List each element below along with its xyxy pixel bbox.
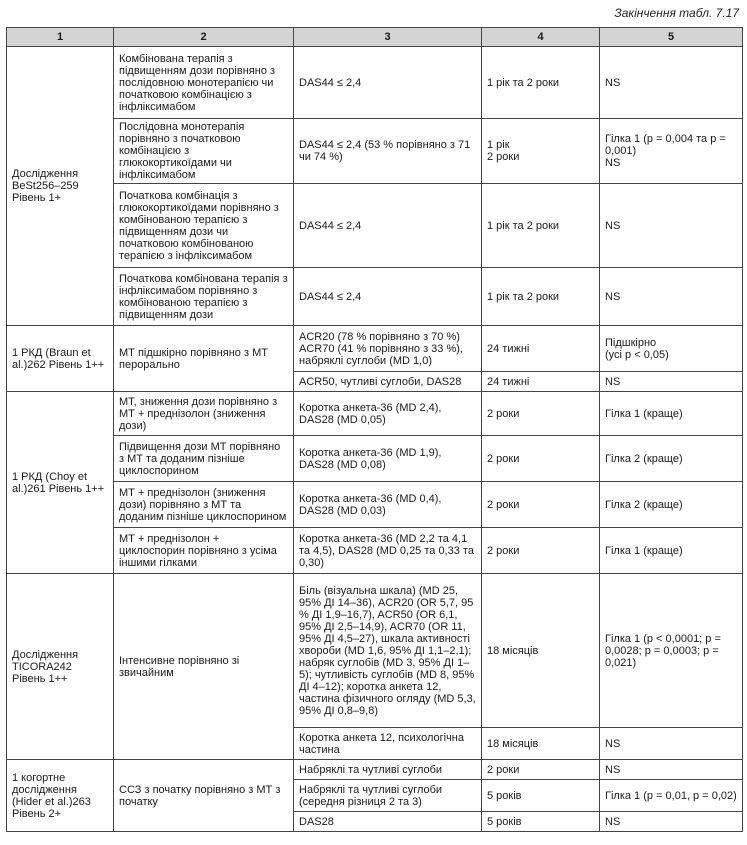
result-cell: Гілка 1 (краще)	[600, 528, 743, 574]
duration-cell: 1 рік та 2 роки	[482, 47, 600, 119]
intervention-cell: МТ підшкірно порівняно з МТ перорально	[114, 326, 294, 392]
intervention-cell: ССЗ з початку порівняно з МТ з початку	[114, 760, 294, 832]
outcome-cell: Коротка анкета-36 (MD 2,4), DAS28 (MD 0,05)	[294, 392, 482, 436]
result-cell: NS	[600, 268, 743, 326]
intervention-cell: Початкова комбінація з глюкокортикоїдами порівняно з комбінованою терапією з підвищенням дози чи початковою комбінованою терапією з інфліксимабом	[114, 184, 294, 268]
duration-cell: 24 тижні	[482, 326, 600, 372]
outcome-cell: Коротка анкета 12, психологічна частина	[294, 728, 482, 760]
study-cell: 1 когортне дослідження (Hider et al.)263 Рівень 2+	[7, 760, 114, 832]
intervention-cell: МТ, зниження дози порівняно з МТ + преднізолон (зниження дози)	[114, 392, 294, 436]
study-cell: 1 РКД (Braun et al.)262 Рівень 1++	[7, 326, 114, 392]
header-col-2: 2	[114, 28, 294, 47]
intervention-cell: МТ + преднізолон + циклоспорин порівняно з усіма іншими гілками	[114, 528, 294, 574]
outcome-cell: Коротка анкета-36 (MD 0,4), DAS28 (MD 0,03)	[294, 482, 482, 528]
outcome-cell: DAS44 ≤ 2,4	[294, 184, 482, 268]
table-row	[7, 760, 743, 780]
header-row	[7, 28, 743, 47]
result-cell: NS	[600, 372, 743, 392]
outcome-cell: ACR50, чутливі суглоби, DAS28	[294, 372, 482, 392]
table-row	[7, 528, 743, 574]
outcome-cell: Коротка анкета-36 (MD 1,9), DAS28 (MD 0,08)	[294, 436, 482, 482]
table-caption: Закінчення табл. 7.17	[614, 6, 739, 20]
intervention-cell: Комбінована терапія з підвищенням дози порівняно з послідовною монотерапією чи початковою комбінацією з інфліксимабом	[114, 47, 294, 119]
duration-cell: 5 років	[482, 812, 600, 832]
duration-cell: 2 роки	[482, 482, 600, 528]
result-cell: NS	[600, 47, 743, 119]
study-cell: Дослідження BeSt256–259 Рівень 1+	[7, 47, 114, 326]
intervention-cell: МТ + преднізолон (зниження дози) порівняно з МТ та доданим пізніше циклоспорином	[114, 482, 294, 528]
header-col-4: 4	[482, 28, 600, 47]
table-row	[7, 47, 743, 119]
result-cell: NS	[600, 812, 743, 832]
intervention-cell: Інтенсивне порівняно зі звичайним	[114, 574, 294, 760]
result-cell: Гілка 2 (краще)	[600, 436, 743, 482]
duration-cell: 1 рік та 2 роки	[482, 184, 600, 268]
header-col-3: 3	[294, 28, 482, 47]
study-cell: Дослідження TICORA242 Рівень 1++	[7, 574, 114, 760]
duration-cell: 2 роки	[482, 760, 600, 780]
results-table	[6, 27, 743, 832]
header-col-5: 5	[600, 28, 743, 47]
table-row	[7, 119, 743, 184]
result-cell: Гілка 1 (p < 0,0001; p = 0,0028; p = 0,0003; p = 0,021)	[600, 574, 743, 728]
duration-cell: 2 роки	[482, 436, 600, 482]
table-row	[7, 574, 743, 728]
intervention-cell: Підвищення дози МТ порівняно з МТ та доданим пізніше циклоспорином	[114, 436, 294, 482]
duration-cell: 5 років	[482, 780, 600, 812]
table-row	[7, 268, 743, 326]
duration-cell: 24 тижні	[482, 372, 600, 392]
duration-cell: 18 місяців	[482, 728, 600, 760]
table-row	[7, 326, 743, 372]
outcome-cell: Набряклі та чутливі суглоби (середня різниця 2 та 3)	[294, 780, 482, 812]
intervention-cell: Початкова комбінована терапія з інфліксимабом порівняно з комбінованою терапією з підвищенням дози	[114, 268, 294, 326]
table-row	[7, 482, 743, 528]
result-cell: Гілка 1 (p = 0,01, p = 0,02)	[600, 780, 743, 812]
duration-cell: 1 рік 2 роки	[482, 119, 600, 184]
result-cell: Гілка 1 (p = 0,004 та p = 0,001) NS	[600, 119, 743, 184]
study-cell: 1 РКД (Choy et al.)261 Рівень 1++	[7, 392, 114, 574]
result-cell: NS	[600, 760, 743, 780]
result-cell: NS	[600, 728, 743, 760]
outcome-cell: Набряклі та чутливі суглоби	[294, 760, 482, 780]
header-col-1: 1	[7, 28, 114, 47]
table-row	[7, 184, 743, 268]
outcome-cell: DAS44 ≤ 2,4	[294, 47, 482, 119]
outcome-cell: DAS44 ≤ 2,4 (53 % порівняно з 71 чи 74 %)	[294, 119, 482, 184]
duration-cell: 18 місяців	[482, 574, 600, 728]
result-cell: Гілка 2 (краще)	[600, 482, 743, 528]
result-cell: NS	[600, 184, 743, 268]
result-cell: Підшкірно (усі p < 0,05)	[600, 326, 743, 372]
outcome-cell: Біль (візуальна шкала) (MD 25, 95% ДІ 14–36), ACR20 (OR 5,7, 95 % ДІ 1,9–16,7), ACR50 (OR 6,1, 95% ДІ 2,5–14,9), ACR70 (OR 11, 95% ДІ 4,5–27), шкала активності хвороби (MD 1,6, 95% ДІ 1,1–2,1); набряк суглобів (MD 3, 95% ДІ 1–5); чутливість суглобів (MD 8, 95% ДІ 4–12); коротка анкета 12, частина фізичного огляду (MD 5,3, 95% ДІ 0,8–9,8)	[294, 574, 482, 728]
outcome-cell: Коротка анкета-36 (MD 2,2 та 4,1 та 4,5), DAS28 (MD 0,25 та 0,33 та 0,30)	[294, 528, 482, 574]
intervention-cell: Послідовна монотерапія порівняно з початковою комбінацією з глюкокортикоїдами чи інфліксимабом	[114, 119, 294, 184]
result-cell: Гілка 1 (краще)	[600, 392, 743, 436]
duration-cell: 2 роки	[482, 392, 600, 436]
table-row	[7, 392, 743, 436]
duration-cell: 1 рік та 2 роки	[482, 268, 600, 326]
outcome-cell: DAS28	[294, 812, 482, 832]
outcome-cell: DAS44 ≤ 2,4	[294, 268, 482, 326]
duration-cell: 2 роки	[482, 528, 600, 574]
outcome-cell: ACR20 (78 % порівняно з 70 %) ACR70 (41 % порівняно з 33 %), набряклі суглоби (MD 1,0)	[294, 326, 482, 372]
table-row	[7, 436, 743, 482]
